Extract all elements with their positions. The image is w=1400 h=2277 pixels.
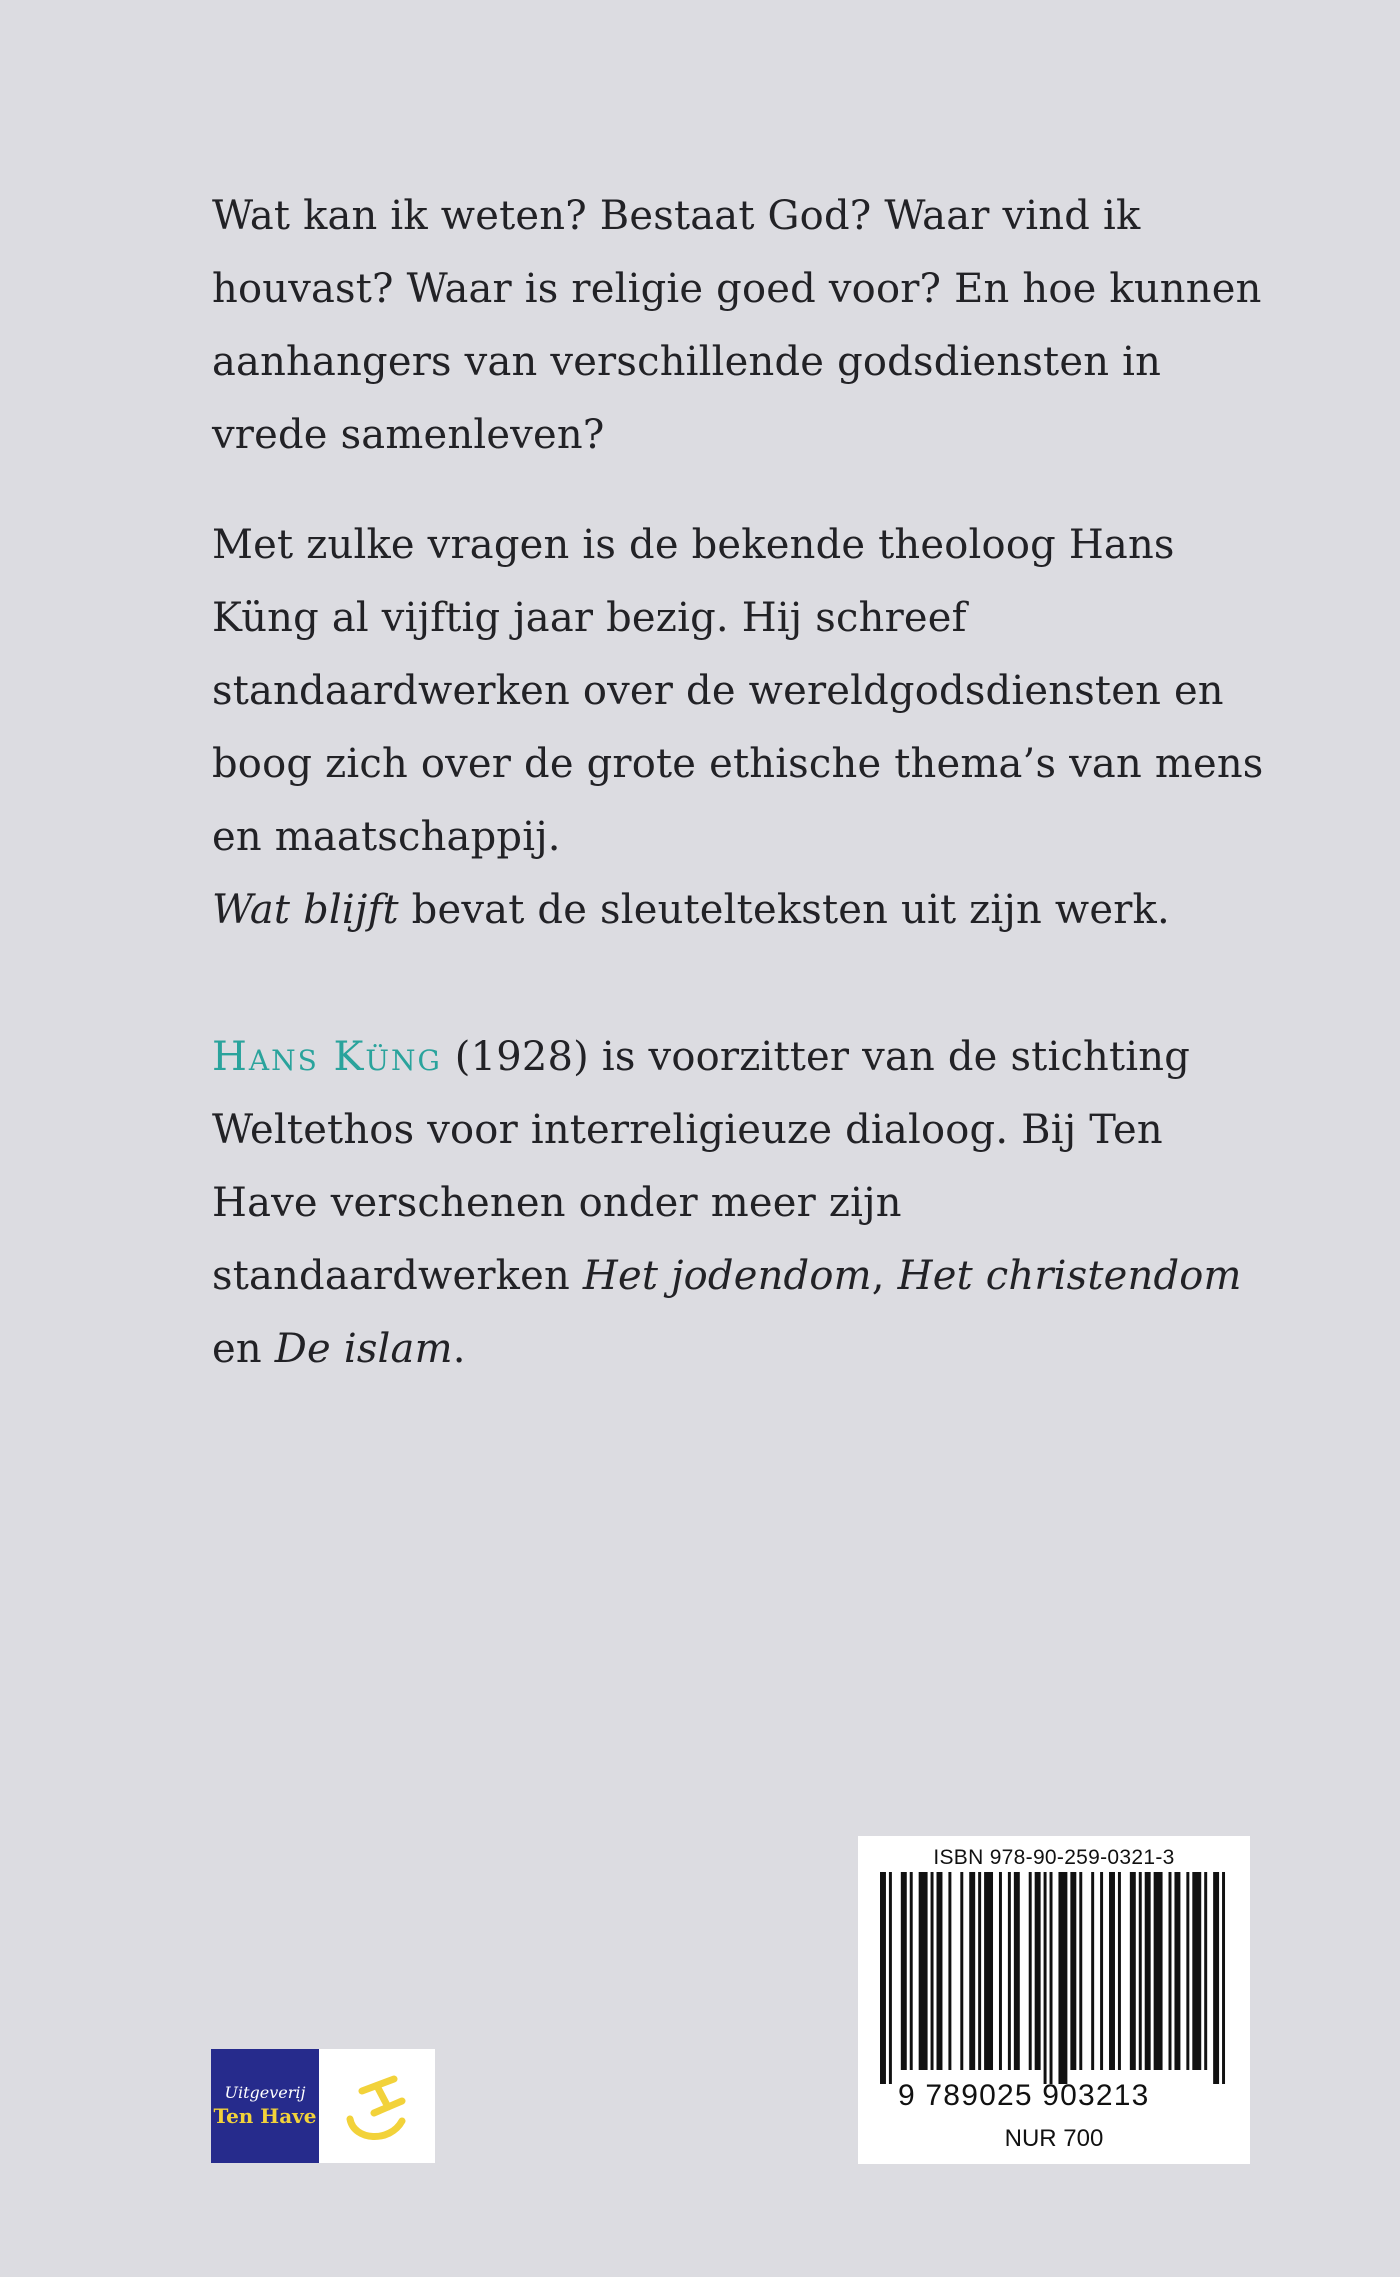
barcode-bar [1130,1872,1136,2070]
barcode-bar [931,1872,934,2070]
intro-paragraph-2 [212,509,1272,947]
barcode-bar [1029,1872,1032,2070]
book-title-wat-blijft: Wat blijft [212,887,399,933]
isbn-label: ISBN 978-90-259-0321-3 [933,1846,1175,1869]
barcode-bar [1035,1872,1041,2070]
bio-paragraph [212,1021,1272,1386]
ten-have-logo-icon [319,2049,435,2163]
barcode-bar [1169,1872,1172,2070]
bio-text: (1928) is voorzitter van de stichting Weltethos voor interreligieuze dialoog. Bij Ten Have verschenen onder meer zijn standaardwerken [212,1034,1191,1299]
barcode-bar [1139,1872,1142,2070]
barcode-bar [1174,1872,1180,2070]
publisher-line-1: Uitgeverij [224,2083,306,2102]
barcode-bar [1050,1872,1053,2084]
barcode-bar [1154,1872,1163,2070]
author-name: Hans Küng [212,1034,442,1080]
barcode-bar [1192,1872,1201,2070]
barcode-bar [880,1872,886,2084]
barcode-bar [901,1872,907,2070]
barcode-bar [1213,1872,1219,2084]
barcode-bar [1014,1872,1020,2070]
intro-paragraph-1: Wat kan ik weten? Bestaat God? Waar vind ik houvast? Waar is religie goed voor? En hoe kunnen aanhangers van verschillende godsdiensten in vrede samenleven? [212,193,1262,458]
barcode-icon [880,1872,1228,2084]
bio-and: en [212,1326,262,1372]
barcode-bar [889,1872,892,2084]
barcode-bar [1118,1872,1121,2070]
book-title-jodendom: Het jodendom [582,1253,872,1299]
barcode-bar [937,1872,943,2070]
bio-comma: , [871,1253,885,1299]
barcode-bar [1145,1872,1151,2070]
intro-paragraph-2-main: Met zulke vragen is de bekende theoloog Hans Küng al vijftig jaar bezig. Hij schreef standaardwerken over de wereldgodsdiensten en boog zich over de grote ethische thema’s van mens en maatschappij. [212,522,1264,860]
intro-text [212,180,1272,947]
book-title-islam: De islam [274,1326,453,1372]
publisher-logo [211,2049,435,2163]
barcode-bar [969,1872,975,2070]
barcode-panel [858,1836,1250,2164]
nur-label: NUR 700 [1004,2125,1104,2152]
barcode-bar [1222,1872,1225,2084]
barcode-bar [984,1872,993,2070]
barcode-bar [910,1872,913,2070]
book-title-christendom: Het christendom [897,1253,1242,1299]
barcode-bar [999,1872,1002,2070]
barcode-bar [1100,1872,1103,2070]
bio-period: . [452,1326,466,1372]
barcode-bar [1186,1872,1189,2070]
publisher-name-block [211,2049,319,2163]
barcode-bar [1058,1872,1067,2084]
barcode-bar [960,1872,963,2070]
barcode-bar [1204,1872,1207,2070]
publisher-line-2: Ten Have [213,2104,317,2128]
barcode-bar [1079,1872,1082,2070]
author-bio [212,1021,1272,1386]
barcode-bar [1109,1872,1115,2070]
barcode-bar [978,1872,981,2070]
barcode-bar [919,1872,928,2070]
barcode-digits: 9 789025 903213 [898,2079,1150,2112]
intro-paragraph-2-end: bevat de sleutelteksten uit zijn werk. [411,887,1170,933]
barcode-bar [1091,1872,1094,2070]
barcode-bar [1044,1872,1047,2084]
barcode-bar [1070,1872,1076,2070]
barcode-bar [948,1872,951,2070]
barcode-bar [1008,1872,1011,2070]
